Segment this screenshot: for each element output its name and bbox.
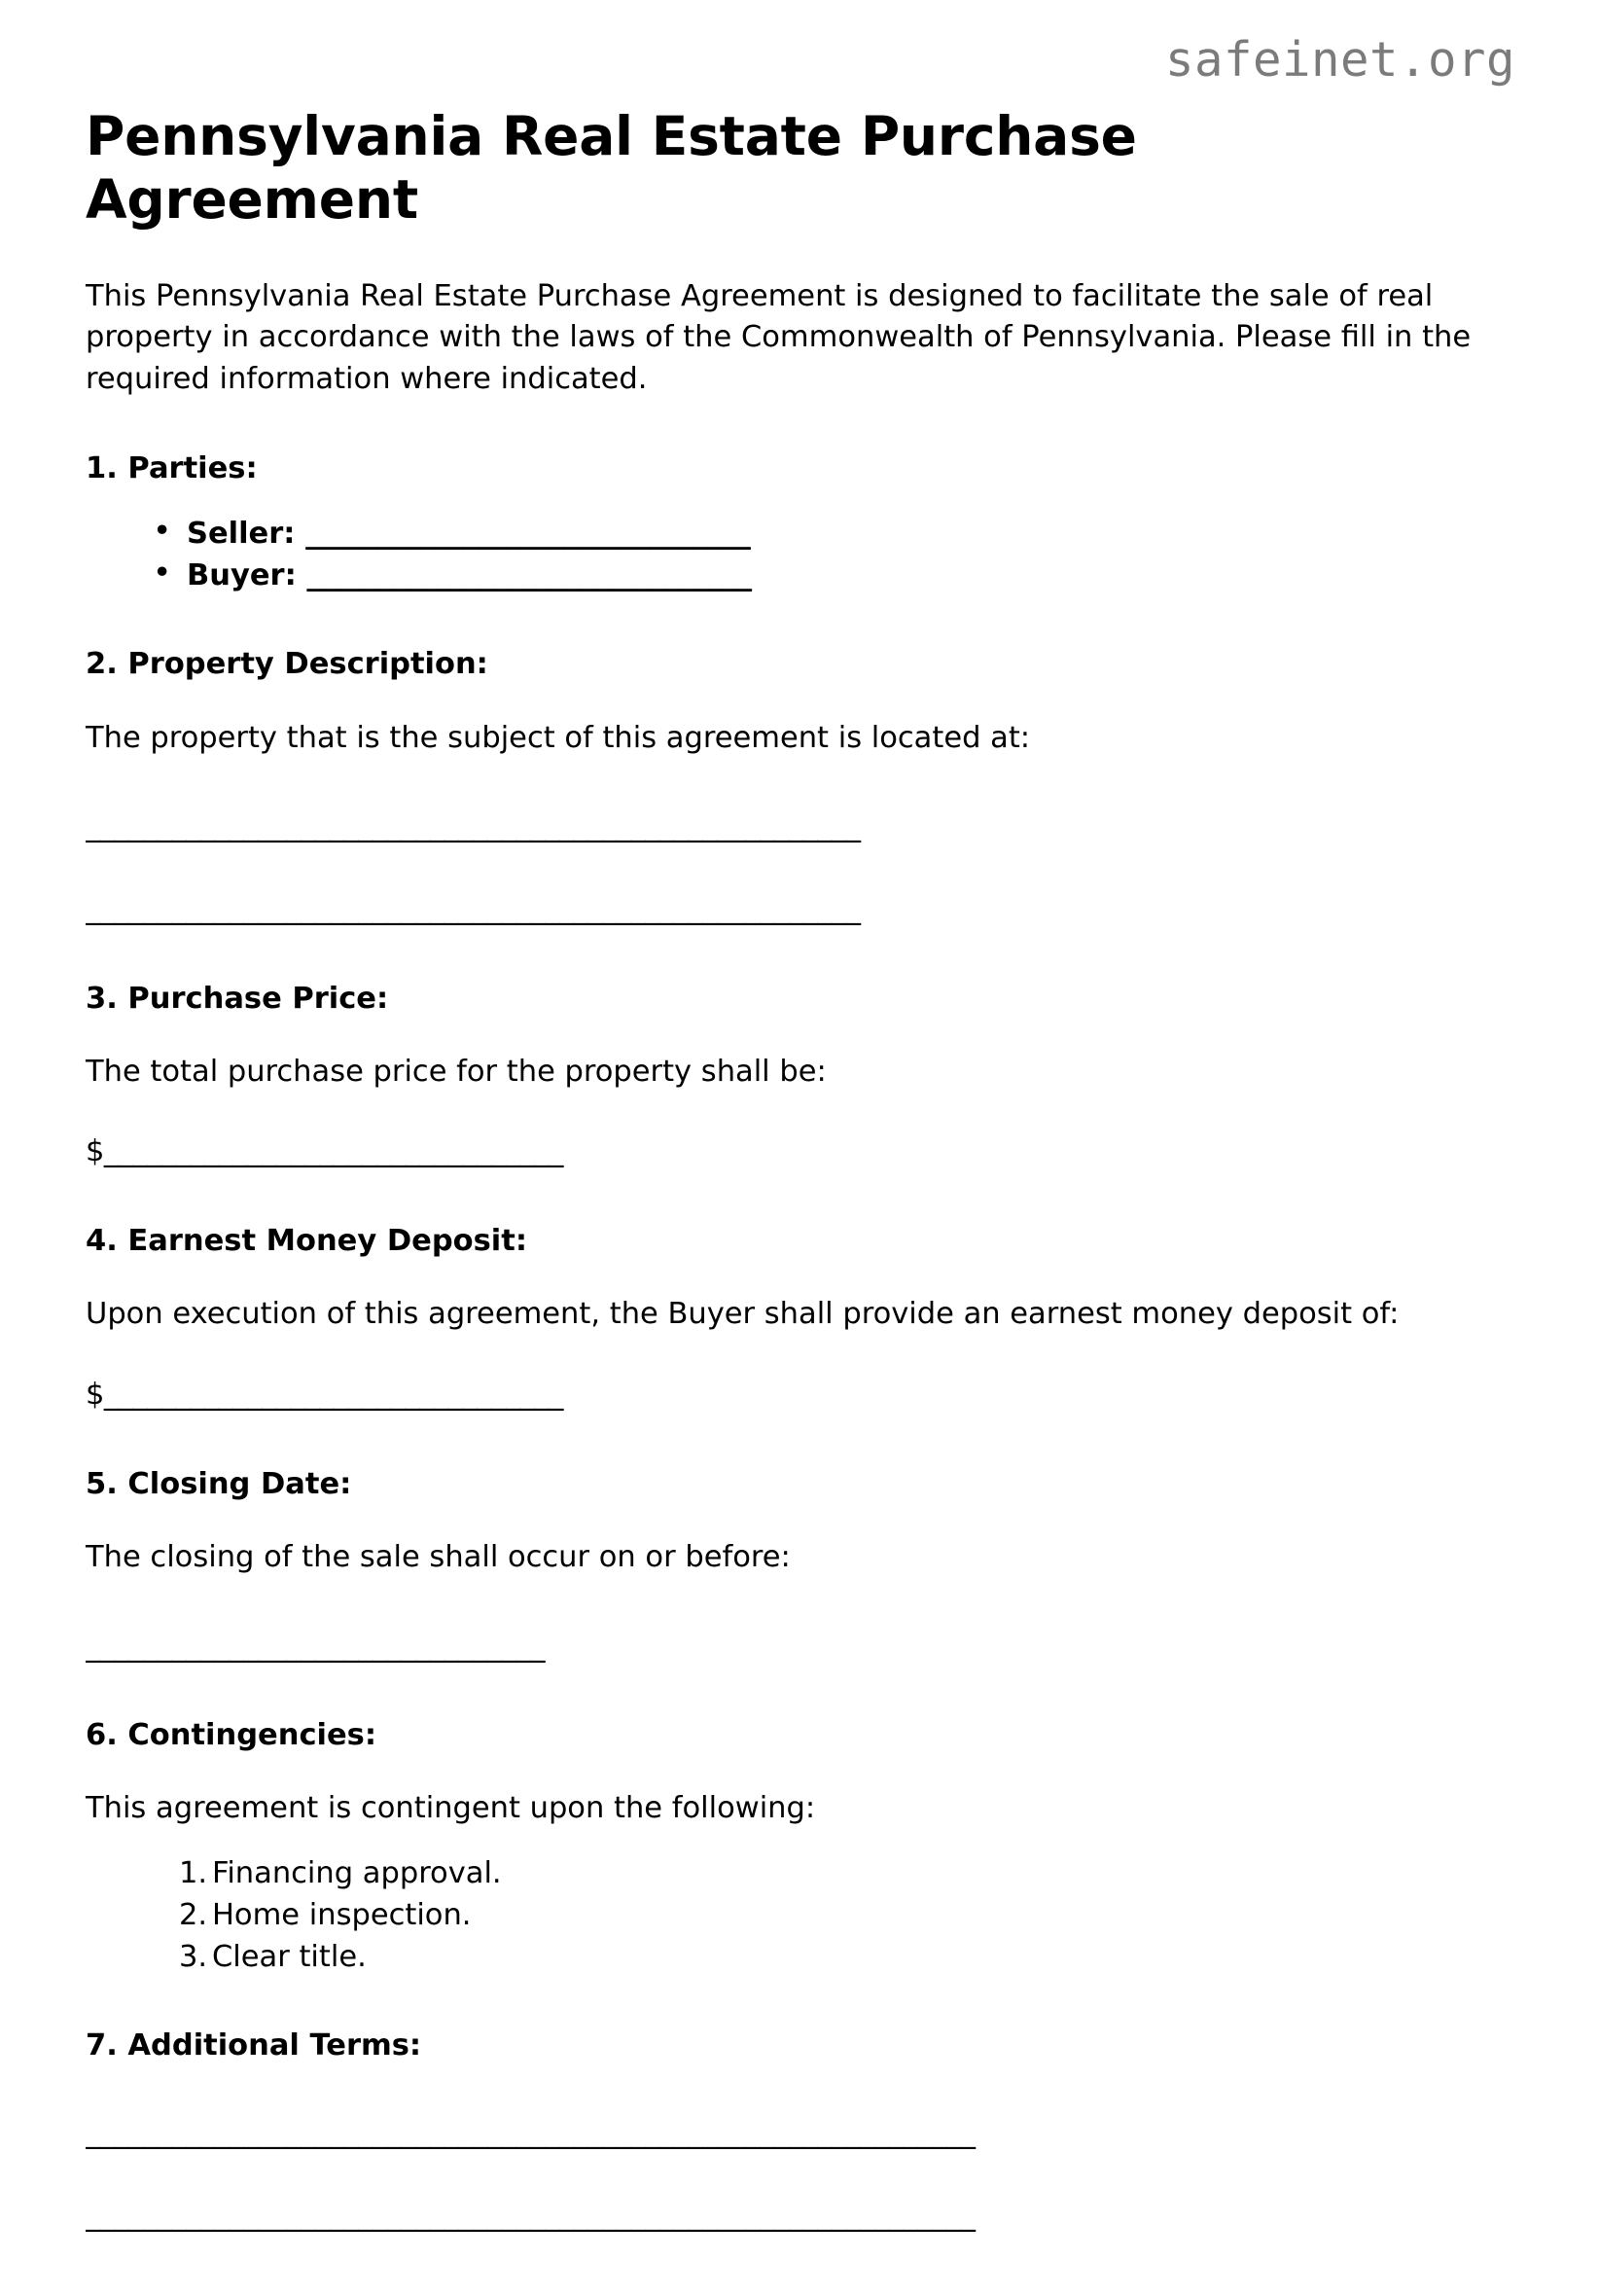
list-item — [187, 556, 1516, 597]
property-description-body: The property that is the subject of this agreement is located at: — [86, 720, 1031, 755]
earnest-money-blank-line[interactable]: $________________________________ — [86, 1378, 563, 1413]
additional-terms-blank-line-1[interactable]: ______________________________________________________________ — [86, 2116, 976, 2151]
section-heading-additional-terms: 7. Additional Terms: — [86, 2028, 422, 2063]
closing-date-blank-line[interactable]: ________________________________ — [86, 1629, 545, 1664]
parties-list — [86, 488, 1516, 596]
additional-terms-blank-line-2[interactable]: ______________________________________________________________ — [86, 2199, 976, 2234]
property-address-blank-line-1[interactable]: ______________________________________________________ — [86, 809, 861, 844]
section-heading-property-description: 2. Property Description: — [86, 647, 488, 682]
contingencies-body: This agreement is contingent upon the following: — [86, 1791, 816, 1826]
list-item: Financing approval. — [212, 1856, 502, 1891]
intro-paragraph: This Pennsylvania Real Estate Purchase Agreement is designed to facilitate the sale of real property in accordance with the laws of the Commonwealth of Pennsylvania. Please fill in the required information where indicated. — [86, 278, 1472, 397]
list-item: Home inspection. — [212, 1897, 472, 1932]
buyer-blank-line[interactable]: _______________________________ — [306, 557, 752, 592]
site-watermark: safeinet.org — [1164, 32, 1515, 88]
seller-blank-line[interactable]: _______________________________ — [305, 517, 751, 552]
section-heading-parties: 1. Parties: — [86, 450, 258, 485]
seller-label: Seller: — [187, 517, 296, 552]
contingencies-list — [86, 1830, 1516, 1978]
list-item: Clear title. — [212, 1939, 367, 1974]
section-heading-closing-date: 5. Closing Date: — [86, 1466, 352, 1501]
page-bottom-spacer — [86, 2238, 1516, 2296]
earnest-money-body: Upon execution of this agreement, the Buyer shall provide an earnest money deposit of: — [86, 1297, 1400, 1332]
purchase-price-body: The total purchase price for the property shall be: — [86, 1054, 827, 1089]
section-heading-purchase-price: 3. Purchase Price: — [86, 981, 389, 1016]
property-address-blank-line-2[interactable]: ______________________________________________________ — [86, 891, 861, 926]
section-heading-earnest-money-deposit: 4. Earnest Money Deposit: — [86, 1224, 528, 1259]
closing-date-body: The closing of the sale shall occur on or before: — [86, 1539, 791, 1574]
list-item — [187, 514, 1516, 556]
purchase-price-blank-line[interactable]: $________________________________ — [86, 1134, 563, 1169]
buyer-label: Buyer: — [187, 557, 297, 592]
section-heading-contingencies: 6. Contingencies: — [86, 1718, 377, 1753]
page-title: Pennsylvania Real Estate Purchase Agreement — [86, 105, 1137, 231]
